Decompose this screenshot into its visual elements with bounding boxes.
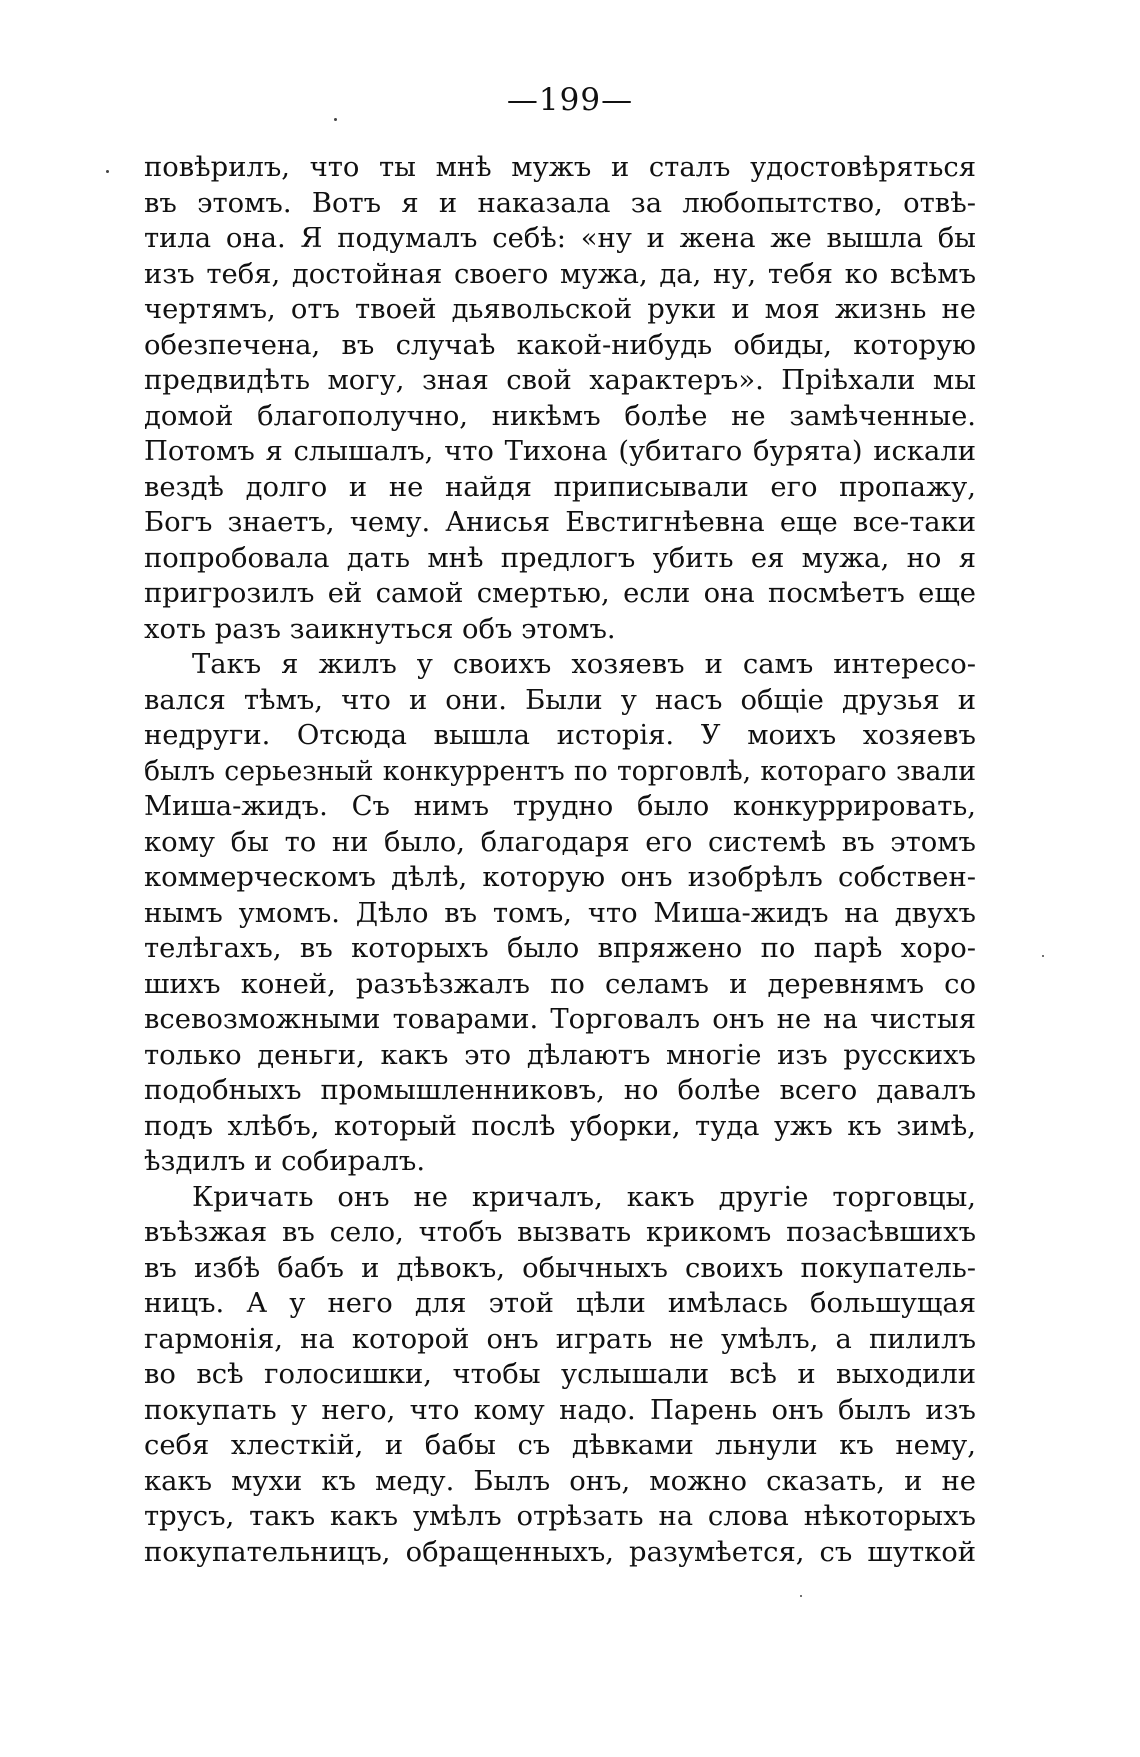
text-line: попробовала дать мнѣ предлогъ убить ея мужа, но я bbox=[144, 542, 976, 574]
text-line: ницъ. А у него для этой цѣли имѣлась большущая bbox=[144, 1288, 976, 1319]
text-line: въ этомъ. Вотъ я и наказала за любопытство, отвѣ- bbox=[144, 187, 976, 219]
text-line: шихъ коней, разъѣзжалъ по селамъ и деревнямъ со bbox=[144, 968, 976, 1000]
text-line: домой благополучно, никѣмъ болѣе не замѣченные. bbox=[144, 400, 976, 432]
paragraph-last-line: ѣздилъ и собиралъ. bbox=[144, 1146, 426, 1177]
text-line: кому бы то ни было, благодаря его системѣ въ этомъ bbox=[144, 826, 976, 858]
text-line: вездѣ долго и не найдя приписывали его пропажу, bbox=[144, 471, 976, 503]
text-line: обезпечена, въ случаѣ какой-нибудь обиды, которую bbox=[144, 329, 976, 361]
print-speck bbox=[1042, 955, 1044, 957]
text-line: предвидѣть могу, зная свой характеръ». Пріѣхали мы bbox=[144, 365, 976, 396]
text-line: въ избѣ бабъ и дѣвокъ, обычныхъ своихъ покупатель- bbox=[144, 1252, 976, 1284]
text-line: нымъ умомъ. Дѣло въ томъ, что Миша-жидъ на двухъ bbox=[144, 897, 976, 929]
print-speck bbox=[106, 170, 109, 173]
text-line: всевозможными товарами. Торговалъ онъ не на чистыя bbox=[144, 1004, 976, 1035]
print-speck bbox=[800, 1595, 802, 1597]
text-line: покупательницъ, обращенныхъ, разумѣется, съ шуткой bbox=[144, 1536, 976, 1568]
print-speck bbox=[334, 118, 337, 121]
text-line: телѣгахъ, въ которыхъ было впряжено по парѣ хоро- bbox=[144, 933, 976, 964]
text-line: во всѣ голосишки, чтобы услышали всѣ и выходили bbox=[144, 1359, 976, 1390]
text-line: Миша-жидъ. Съ нимъ трудно было конкуррировать, bbox=[144, 791, 976, 822]
text-line: Потомъ я слышалъ, что Тихона (убитаго бурята) искали bbox=[144, 436, 976, 467]
text-line: коммерческомъ дѣлѣ, которую онъ изобрѣлъ собствен- bbox=[144, 862, 976, 893]
page-number: —199— bbox=[506, 82, 634, 118]
paragraph-first-line: Такъ я жилъ у своихъ хозяевъ и самъ интересо- bbox=[192, 649, 976, 680]
text-line: какъ мухи къ меду. Былъ онъ, можно сказать, и не bbox=[144, 1465, 976, 1497]
paragraph-last-line: хоть разъ заикнуться объ этомъ. bbox=[144, 613, 616, 645]
text-line: изъ тебя, достойная своего мужа, да, ну, тебя ко всѣмъ bbox=[144, 258, 976, 290]
text-line: гармонія, на которой онъ играть не умѣлъ, а пилилъ bbox=[144, 1323, 976, 1355]
text-line: покупать у него, что кому надо. Парень онъ былъ изъ bbox=[144, 1394, 976, 1426]
text-line: недруги. Отсюда вышла исторія. У моихъ хозяевъ bbox=[144, 720, 976, 751]
text-line: Богъ знаетъ, чему. Анисья Евстигнѣевна еще все-таки bbox=[144, 507, 976, 538]
text-line: трусъ, такъ какъ умѣлъ отрѣзать на слова нѣкоторыхъ bbox=[144, 1501, 976, 1532]
text-line: былъ серьезный конкуррентъ по торговлѣ, котораго звали bbox=[144, 755, 976, 787]
text-line: тила она. Я подумалъ себѣ: «ну и жена же вышла бы bbox=[144, 223, 976, 254]
text-line: вался тѣмъ, что и они. Были у насъ общіе друзья и bbox=[144, 684, 976, 716]
text-line: въѣзжая въ село, чтобъ вызвать крикомъ позасѣвшихъ bbox=[144, 1217, 976, 1248]
text-line: только деньги, какъ это дѣлаютъ многіе изъ русскихъ bbox=[144, 1039, 976, 1071]
text-line: чертямъ, отъ твоей дьявольской руки и моя жизнь не bbox=[144, 294, 976, 325]
text-line: повѣрилъ, что ты мнѣ мужъ и сталъ удостовѣряться bbox=[144, 152, 976, 183]
text-line: пригрозилъ ей самой смертью, если она посмѣетъ еще bbox=[144, 578, 976, 609]
paragraph-first-line: Кричать онъ не кричалъ, какъ другіе торговцы, bbox=[192, 1181, 976, 1213]
text-line: подобныхъ промышленниковъ, но болѣе всего давалъ bbox=[144, 1075, 976, 1106]
body-text bbox=[144, 150, 976, 1570]
text-line: себя хлесткій, и бабы съ дѣвками льнули къ нему, bbox=[144, 1430, 976, 1461]
text-line: подъ хлѣбъ, который послѣ уборки, туда ужъ къ зимѣ, bbox=[144, 1110, 976, 1142]
